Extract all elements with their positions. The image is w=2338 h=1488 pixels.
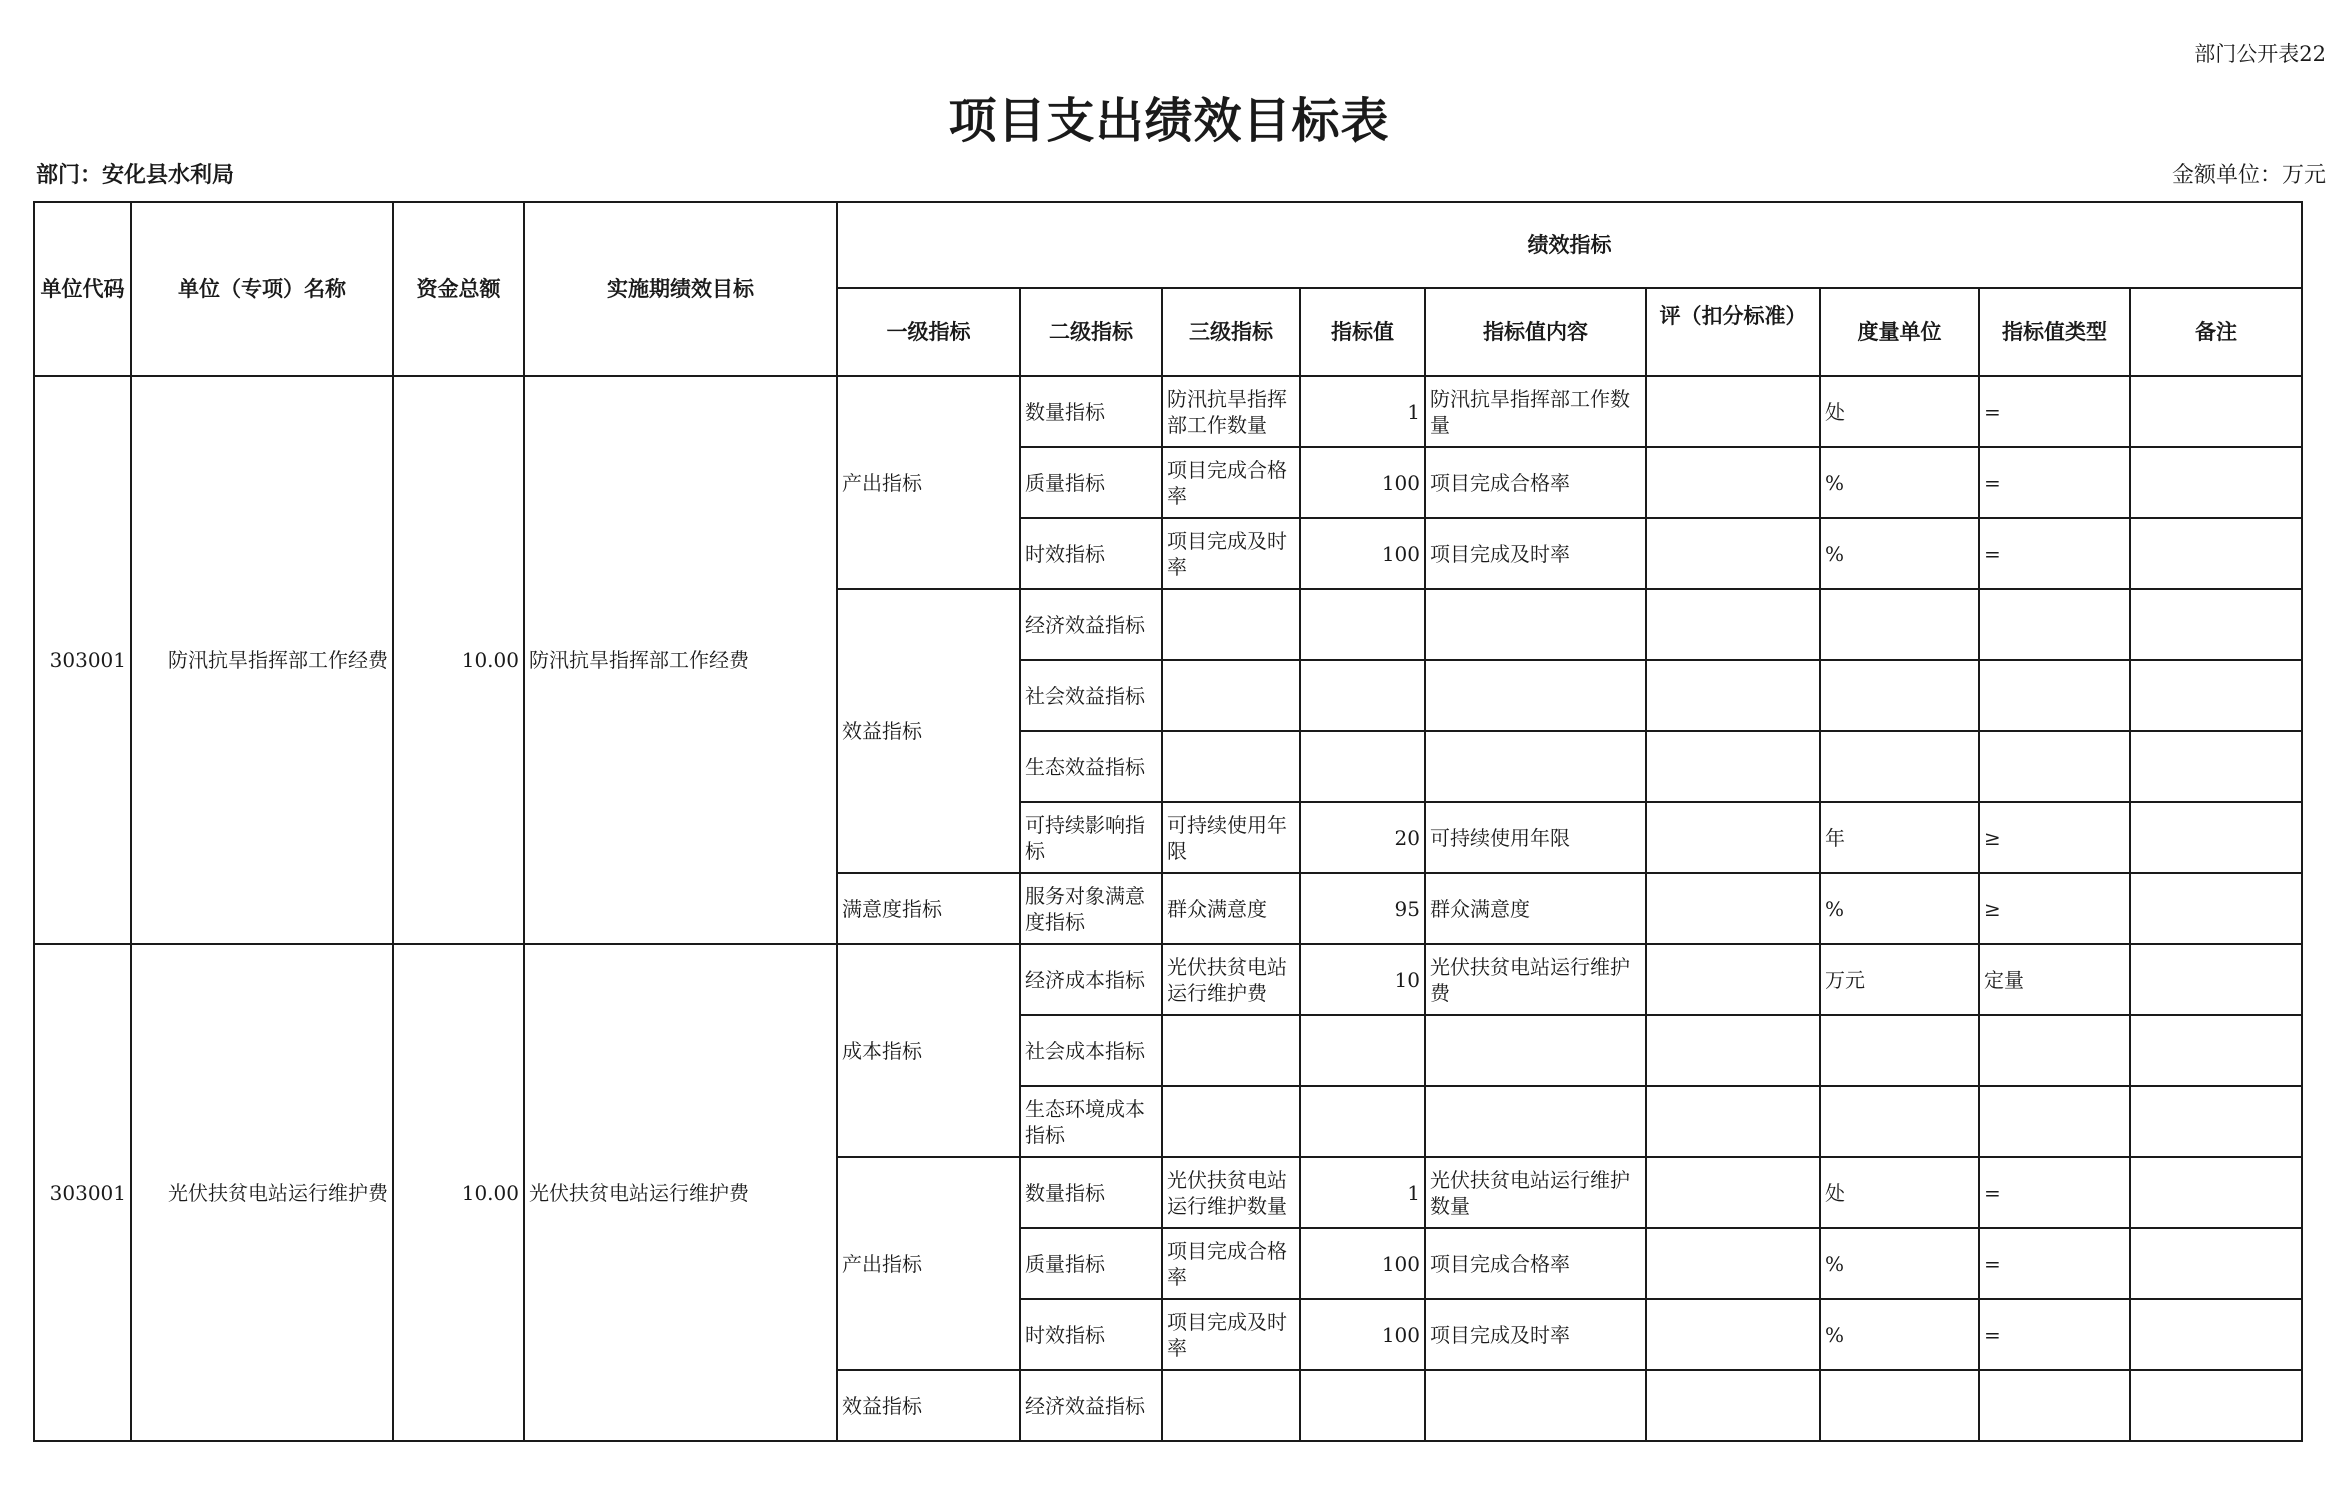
header-measure: 度量单位 <box>1820 288 1979 376</box>
value-type-cell: = <box>1979 1157 2130 1228</box>
note-cell <box>2130 1086 2302 1157</box>
note-cell <box>2130 1015 2302 1086</box>
score-cell <box>1646 873 1820 944</box>
indicator-value-cell <box>1300 589 1425 660</box>
measure-unit-cell: % <box>1820 447 1979 518</box>
measure-unit-cell: % <box>1820 518 1979 589</box>
indicator-value-cell <box>1300 731 1425 802</box>
indicator-value-cell <box>1300 660 1425 731</box>
level3-cell: 项目完成合格率 <box>1162 1228 1300 1299</box>
level3-cell: 可持续使用年限 <box>1162 802 1300 873</box>
header-note: 备注 <box>2130 288 2302 376</box>
indicator-value-cell: 10 <box>1300 944 1425 1015</box>
indicator-content-cell <box>1425 1370 1646 1441</box>
value-type-cell: = <box>1979 1228 2130 1299</box>
level2-cell: 社会效益指标 <box>1020 660 1162 731</box>
measure-unit-cell <box>1820 731 1979 802</box>
goal-cell: 光伏扶贫电站运行维护费 <box>524 944 837 1441</box>
note-cell <box>2130 873 2302 944</box>
score-cell <box>1646 1370 1820 1441</box>
level3-cell <box>1162 1370 1300 1441</box>
level1-cell: 产出指标 <box>837 1157 1020 1370</box>
score-cell <box>1646 1157 1820 1228</box>
total-amount-cell: 10.00 <box>393 376 524 944</box>
level2-cell: 时效指标 <box>1020 1299 1162 1370</box>
unit-code-cell: 303001 <box>34 376 131 944</box>
total-amount-cell: 10.00 <box>393 944 524 1441</box>
level2-cell: 服务对象满意度指标 <box>1020 873 1162 944</box>
score-cell <box>1646 1299 1820 1370</box>
performance-table <box>33 201 2303 1442</box>
level2-cell: 数量指标 <box>1020 376 1162 447</box>
score-cell <box>1646 589 1820 660</box>
header-score: 评（扣分标准） <box>1646 288 1820 376</box>
level3-cell: 防汛抗旱指挥部工作数量 <box>1162 376 1300 447</box>
header-goal: 实施期绩效目标 <box>524 202 837 376</box>
page-title: 项目支出绩效目标表 <box>948 93 1390 149</box>
value-type-cell: ≥ <box>1979 873 2130 944</box>
indicator-value-cell: 100 <box>1300 1299 1425 1370</box>
level1-cell: 满意度指标 <box>837 873 1020 944</box>
header-code: 单位代码 <box>34 202 131 376</box>
measure-unit-cell: 处 <box>1820 1157 1979 1228</box>
indicator-value-cell: 100 <box>1300 1228 1425 1299</box>
value-type-cell <box>1979 660 2130 731</box>
table-body <box>34 376 2302 1441</box>
value-type-cell <box>1979 731 2130 802</box>
indicator-content-cell <box>1425 660 1646 731</box>
score-cell <box>1646 1015 1820 1086</box>
level3-cell: 光伏扶贫电站运行维护费 <box>1162 944 1300 1015</box>
level2-cell: 经济效益指标 <box>1020 589 1162 660</box>
level3-cell <box>1162 660 1300 731</box>
indicator-content-cell <box>1425 589 1646 660</box>
note-cell <box>2130 660 2302 731</box>
note-cell <box>2130 518 2302 589</box>
indicator-content-cell: 项目完成合格率 <box>1425 1228 1646 1299</box>
indicator-content-cell <box>1425 1086 1646 1157</box>
value-type-cell: = <box>1979 1299 2130 1370</box>
level3-cell <box>1162 731 1300 802</box>
header-performance: 绩效指标 <box>837 202 2302 288</box>
unit-name-cell: 光伏扶贫电站运行维护费 <box>131 944 393 1441</box>
level3-cell <box>1162 1015 1300 1086</box>
unit-name-cell: 防汛抗旱指挥部工作经费 <box>131 376 393 944</box>
header-level1: 一级指标 <box>837 288 1020 376</box>
value-type-cell: = <box>1979 376 2130 447</box>
level2-cell: 数量指标 <box>1020 1157 1162 1228</box>
level2-cell: 社会成本指标 <box>1020 1015 1162 1086</box>
level3-cell <box>1162 1086 1300 1157</box>
level2-cell: 时效指标 <box>1020 518 1162 589</box>
indicator-content-cell: 项目完成及时率 <box>1425 1299 1646 1370</box>
header-level2: 二级指标 <box>1020 288 1162 376</box>
indicator-content-cell <box>1425 731 1646 802</box>
indicator-value-cell: 100 <box>1300 518 1425 589</box>
note-cell <box>2130 944 2302 1015</box>
score-cell <box>1646 447 1820 518</box>
value-type-cell: 定量 <box>1979 944 2130 1015</box>
indicator-content-cell: 光伏扶贫电站运行维护数量 <box>1425 1157 1646 1228</box>
indicator-value-cell <box>1300 1015 1425 1086</box>
value-type-cell <box>1979 589 2130 660</box>
value-type-cell <box>1979 1370 2130 1441</box>
value-type-cell <box>1979 1086 2130 1157</box>
level1-cell: 产出指标 <box>837 376 1020 589</box>
indicator-value-cell: 95 <box>1300 873 1425 944</box>
level2-cell: 生态环境成本指标 <box>1020 1086 1162 1157</box>
note-cell <box>2130 376 2302 447</box>
score-cell <box>1646 944 1820 1015</box>
value-type-cell: = <box>1979 447 2130 518</box>
score-cell <box>1646 660 1820 731</box>
score-cell <box>1646 1228 1820 1299</box>
level2-cell: 经济成本指标 <box>1020 944 1162 1015</box>
indicator-value-cell <box>1300 1086 1425 1157</box>
measure-unit-cell <box>1820 1086 1979 1157</box>
level1-cell: 成本指标 <box>837 944 1020 1157</box>
note-cell <box>2130 589 2302 660</box>
note-cell <box>2130 447 2302 518</box>
note-cell <box>2130 731 2302 802</box>
goal-cell: 防汛抗旱指挥部工作经费 <box>524 376 837 944</box>
measure-unit-cell <box>1820 660 1979 731</box>
value-type-cell <box>1979 1015 2130 1086</box>
level2-cell: 质量指标 <box>1020 447 1162 518</box>
form-number: 部门公开表22 <box>2194 42 2326 66</box>
indicator-value-cell: 1 <box>1300 1157 1425 1228</box>
measure-unit-cell <box>1820 1015 1979 1086</box>
header-value-type: 指标值类型 <box>1979 288 2130 376</box>
score-cell <box>1646 518 1820 589</box>
note-cell <box>2130 1157 2302 1228</box>
level3-cell: 项目完成及时率 <box>1162 518 1300 589</box>
measure-unit-cell: % <box>1820 1228 1979 1299</box>
measure-unit-cell <box>1820 1370 1979 1441</box>
level3-cell <box>1162 589 1300 660</box>
level3-cell: 群众满意度 <box>1162 873 1300 944</box>
note-cell <box>2130 1228 2302 1299</box>
indicator-content-cell: 防汛抗旱指挥部工作数量 <box>1425 376 1646 447</box>
indicator-content-cell <box>1425 1015 1646 1086</box>
value-type-cell: = <box>1979 518 2130 589</box>
level2-cell: 质量指标 <box>1020 1228 1162 1299</box>
table-row <box>34 944 2302 1015</box>
indicator-content-cell: 项目完成合格率 <box>1425 447 1646 518</box>
header-content: 指标值内容 <box>1425 288 1646 376</box>
indicator-content-cell: 项目完成及时率 <box>1425 518 1646 589</box>
measure-unit-cell: % <box>1820 873 1979 944</box>
measure-unit-cell: 万元 <box>1820 944 1979 1015</box>
note-cell <box>2130 1299 2302 1370</box>
header-value: 指标值 <box>1300 288 1425 376</box>
score-cell <box>1646 802 1820 873</box>
indicator-value-cell: 20 <box>1300 802 1425 873</box>
level2-cell: 经济效益指标 <box>1020 1370 1162 1441</box>
indicator-content-cell: 群众满意度 <box>1425 873 1646 944</box>
note-cell <box>2130 802 2302 873</box>
unit-code-cell: 303001 <box>34 944 131 1441</box>
level1-cell: 效益指标 <box>837 1370 1020 1441</box>
value-type-cell: ≥ <box>1979 802 2130 873</box>
indicator-content-cell: 光伏扶贫电站运行维护费 <box>1425 944 1646 1015</box>
level3-cell: 光伏扶贫电站运行维护数量 <box>1162 1157 1300 1228</box>
level3-cell: 项目完成及时率 <box>1162 1299 1300 1370</box>
level1-cell: 效益指标 <box>837 589 1020 873</box>
note-cell <box>2130 1370 2302 1441</box>
indicator-value-cell <box>1300 1370 1425 1441</box>
table-row <box>34 376 2302 447</box>
indicator-value-cell: 100 <box>1300 447 1425 518</box>
indicator-content-cell: 可持续使用年限 <box>1425 802 1646 873</box>
header-name: 单位（专项）名称 <box>131 202 393 376</box>
header-total: 资金总额 <box>393 202 524 376</box>
measure-unit-cell: % <box>1820 1299 1979 1370</box>
measure-unit-cell: 年 <box>1820 802 1979 873</box>
level2-cell: 生态效益指标 <box>1020 731 1162 802</box>
header-level3: 三级指标 <box>1162 288 1300 376</box>
department-label: 部门：安化县水利局 <box>36 163 235 188</box>
score-cell <box>1646 1086 1820 1157</box>
score-cell <box>1646 376 1820 447</box>
level2-cell: 可持续影响指标 <box>1020 802 1162 873</box>
measure-unit-cell <box>1820 589 1979 660</box>
score-cell <box>1646 731 1820 802</box>
measure-unit-cell: 处 <box>1820 376 1979 447</box>
indicator-value-cell: 1 <box>1300 376 1425 447</box>
amount-unit-label: 金额单位：万元 <box>2171 163 2326 188</box>
level3-cell: 项目完成合格率 <box>1162 447 1300 518</box>
